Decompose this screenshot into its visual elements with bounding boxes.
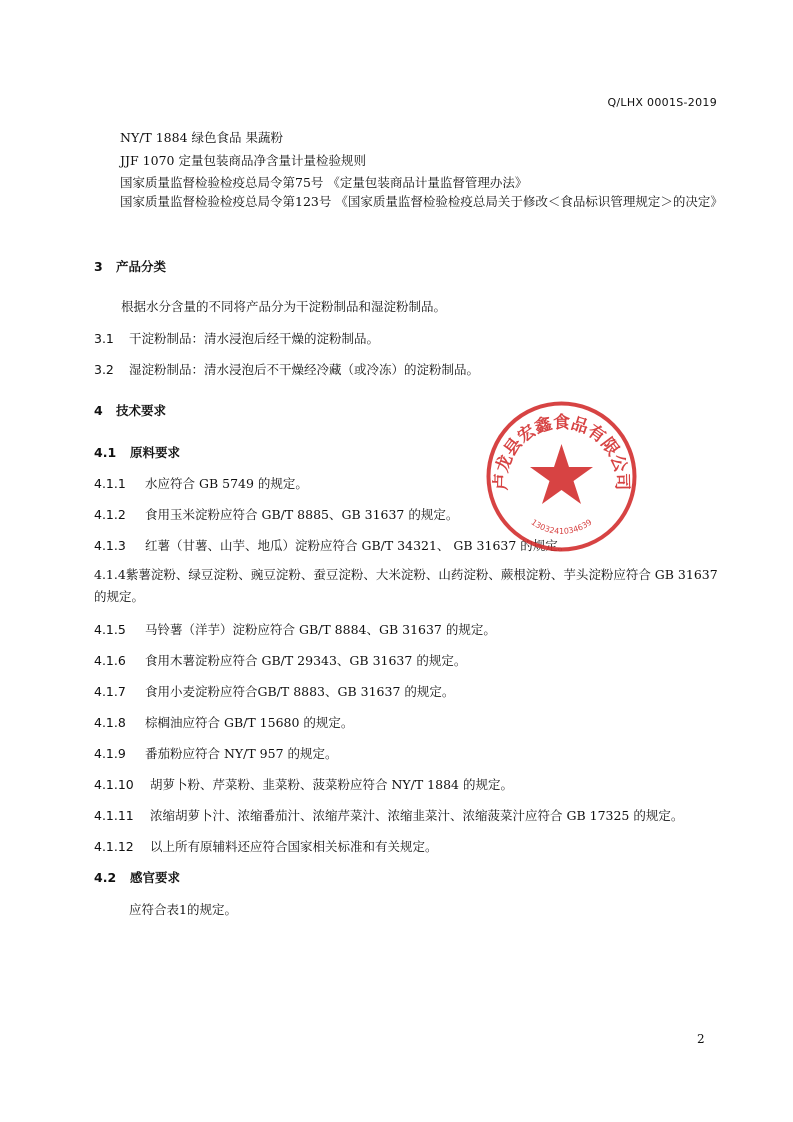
clause bbox=[94, 360, 479, 378]
clause-text: 以上所有原辅料还应符合国家相关标准和有关规定。 bbox=[150, 839, 438, 854]
clause-text: 食用小麦淀粉应符合GB/T 8883、GB 31637 的规定。 bbox=[145, 684, 455, 699]
clause bbox=[94, 564, 720, 608]
star-icon bbox=[530, 444, 593, 504]
clause bbox=[94, 651, 466, 669]
clause bbox=[94, 837, 438, 855]
clause-number: 4.1.12 bbox=[94, 839, 134, 854]
subsection-number: 4.2 bbox=[94, 870, 117, 885]
clause-number: 4.1.2 bbox=[94, 507, 126, 522]
clause-text: 水应符合 GB 5749 的规定。 bbox=[145, 476, 308, 491]
reference-item: NY/T 1884 绿色食品 果蔬粉 bbox=[120, 130, 283, 145]
clause-text: 紫薯淀粉、绿豆淀粉、豌豆淀粉、蚕豆淀粉、大米淀粉、山药淀粉、蕨根淀粉、芋头淀粉应符合 GB 31637 的规定。 bbox=[94, 567, 718, 604]
section-number: 4 bbox=[94, 403, 103, 418]
clause bbox=[94, 775, 513, 793]
clause-number: 4.1.3 bbox=[94, 538, 126, 553]
clause-text: 红薯（甘薯、山芋、地瓜）淀粉应符合 GB/T 34321、 GB 31637 的规定。 bbox=[145, 538, 571, 553]
subsection-number: 4.1 bbox=[94, 445, 117, 460]
seal-code: 1303241034639 bbox=[529, 517, 594, 536]
reference-item: 国家质量监督检验检疫总局令第123号 《国家质量监督检验检疫总局关于修改＜食品标识管理规定＞的决定》 bbox=[120, 194, 723, 209]
section-heading bbox=[94, 257, 166, 275]
clause bbox=[94, 620, 496, 638]
clause bbox=[94, 329, 379, 347]
section-number: 3 bbox=[94, 259, 103, 274]
clause-number: 4.1.7 bbox=[94, 684, 126, 699]
seal-text: 卢龙县宏鑫食品有限公司 bbox=[491, 413, 632, 491]
clause-number: 4.1.9 bbox=[94, 746, 126, 761]
section-title: 产品分类 bbox=[116, 259, 167, 274]
clause bbox=[94, 744, 338, 762]
clause-number: 4.1.1 bbox=[94, 476, 126, 491]
clause bbox=[94, 713, 353, 731]
clause-number: 4.1.8 bbox=[94, 715, 126, 730]
clause-number: 4.1.10 bbox=[94, 777, 134, 792]
clause-text: 棕榈油应符合 GB/T 15680 的规定。 bbox=[145, 715, 354, 730]
clause bbox=[94, 474, 308, 492]
page-number: 2 bbox=[697, 1032, 705, 1046]
subsection-title: 感官要求 bbox=[130, 870, 181, 885]
reference-item: 国家质量监督检验检疫总局令第75号 《定量包装商品计量监督管理办法》 bbox=[120, 175, 528, 190]
clause-text: 马铃薯（洋芋）淀粉应符合 GB/T 8884、GB 31637 的规定。 bbox=[145, 622, 496, 637]
clause-text: 食用玉米淀粉应符合 GB/T 8885、GB 31637 的规定。 bbox=[145, 507, 459, 522]
clause-text: 食用木薯淀粉应符合 GB/T 29343、GB 31637 的规定。 bbox=[145, 653, 467, 668]
clause-number: 4.1.4 bbox=[94, 567, 126, 582]
clause-text: 干淀粉制品：清水浸泡后经干燥的淀粉制品。 bbox=[129, 331, 380, 346]
clause-number: 4.1.6 bbox=[94, 653, 126, 668]
subsection-heading bbox=[94, 443, 180, 461]
clause bbox=[94, 505, 458, 523]
company-seal bbox=[484, 399, 639, 554]
document-code: Q/LHX 0001S-2019 bbox=[607, 96, 717, 109]
subsection-heading bbox=[94, 868, 180, 886]
paragraph: 应符合表1的规定。 bbox=[129, 902, 237, 917]
section-heading bbox=[94, 401, 166, 419]
clause-number: 3.2 bbox=[94, 362, 114, 377]
clause-number: 3.1 bbox=[94, 331, 114, 346]
paragraph: 根据水分含量的不同将产品分为干淀粉制品和湿淀粉制品。 bbox=[121, 299, 447, 314]
clause bbox=[94, 806, 683, 824]
clause-text: 胡萝卜粉、芹菜粉、韭菜粉、菠菜粉应符合 NY/T 1884 的规定。 bbox=[150, 777, 513, 792]
clause-number: 4.1.11 bbox=[94, 808, 134, 823]
clause bbox=[94, 682, 454, 700]
clause-text: 浓缩胡萝卜汁、浓缩番茄汁、浓缩芹菜汁、浓缩韭菜汁、浓缩菠菜汁应符合 GB 17325 的规定。 bbox=[150, 808, 684, 823]
subsection-title: 原料要求 bbox=[130, 445, 181, 460]
clause-number: 4.1.5 bbox=[94, 622, 126, 637]
clause-text: 番茄粉应符合 NY/T 957 的规定。 bbox=[145, 746, 338, 761]
section-title: 技术要求 bbox=[116, 403, 167, 418]
reference-item: JJF 1070 定量包装商品净含量计量检验规则 bbox=[120, 153, 366, 168]
clause-text: 湿淀粉制品：清水浸泡后不干燥经冷藏（或冷冻）的淀粉制品。 bbox=[129, 362, 480, 377]
